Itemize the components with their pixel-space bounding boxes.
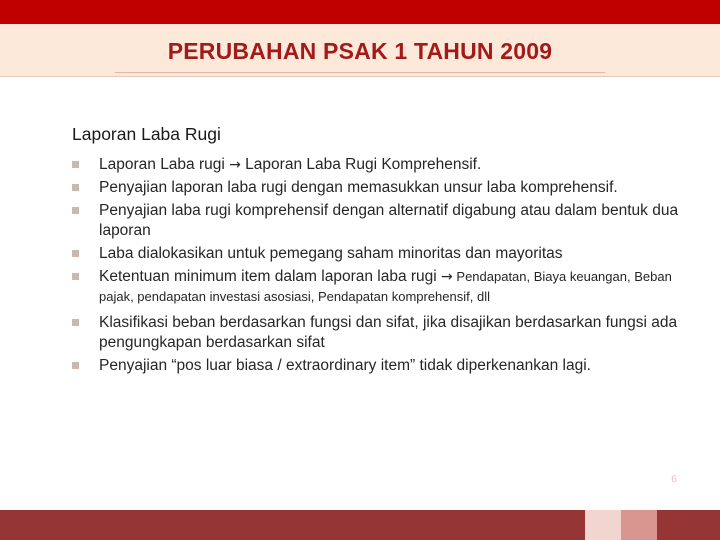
bullet-item	[72, 267, 702, 307]
right-arrow-icon: →	[441, 269, 453, 285]
bullet-item	[72, 178, 702, 198]
bullet-item	[72, 356, 702, 376]
right-arrow-icon: →	[229, 157, 241, 173]
bullet-text-small: Pendapatan, Biaya keuangan, Beban pajak, pendapatan investasi asosiasi, Pendapatan komprehensif, dll	[99, 269, 672, 304]
bullet-text-post: Laporan Laba Rugi Komprehensif.	[240, 156, 482, 173]
footer-segment-mid	[621, 510, 657, 540]
bullet-text-pre: Laporan Laba rugi	[99, 156, 230, 173]
square-bullet-icon	[72, 319, 79, 326]
square-bullet-icon	[72, 207, 79, 214]
square-bullet-icon	[72, 184, 79, 191]
square-bullet-icon	[72, 161, 79, 168]
slide-title: PERUBAHAN PSAK 1 TAHUN 2009	[167, 38, 553, 64]
top-accent-bar	[0, 0, 720, 24]
footer-segment-end	[657, 510, 720, 540]
bullet-text-pre: Ketentuan minimum item dalam laporan laba rugi	[99, 268, 442, 285]
square-bullet-icon	[72, 250, 79, 257]
bullet-item	[72, 313, 702, 353]
square-bullet-icon	[72, 362, 79, 369]
bullet-text: Klasifikasi beban berdasarkan fungsi dan sifat, jika disajikan berdasarkan fungsi ada pengungkapan berdasarkan sifat	[99, 314, 678, 351]
bullet-text: Penyajian laporan laba rugi dengan memasukkan unsur laba komprehensif.	[99, 179, 618, 196]
bullet-item	[72, 201, 702, 241]
title-underline	[115, 72, 605, 73]
square-bullet-icon	[72, 273, 79, 280]
footer-bar	[0, 510, 720, 540]
bullet-text: Laba dialokasikan untuk pemegang saham minoritas dan mayoritas	[99, 245, 563, 262]
bullet-list	[72, 155, 702, 376]
slide-content	[72, 124, 702, 379]
bullet-text: Penyajian “pos luar biasa / extraordinary item” tidak diperkenankan lagi.	[99, 357, 591, 374]
section-heading: Laporan Laba Rugi	[72, 124, 221, 144]
footer-segment-dark	[0, 510, 585, 540]
footer-segment-light	[585, 510, 621, 540]
page-number: 6	[671, 474, 677, 485]
bullet-item	[72, 244, 702, 264]
bullet-text: Penyajian laba rugi komprehensif dengan alternatif digabung atau dalam bentuk dua laporan	[99, 202, 679, 239]
bullet-item	[72, 155, 702, 175]
